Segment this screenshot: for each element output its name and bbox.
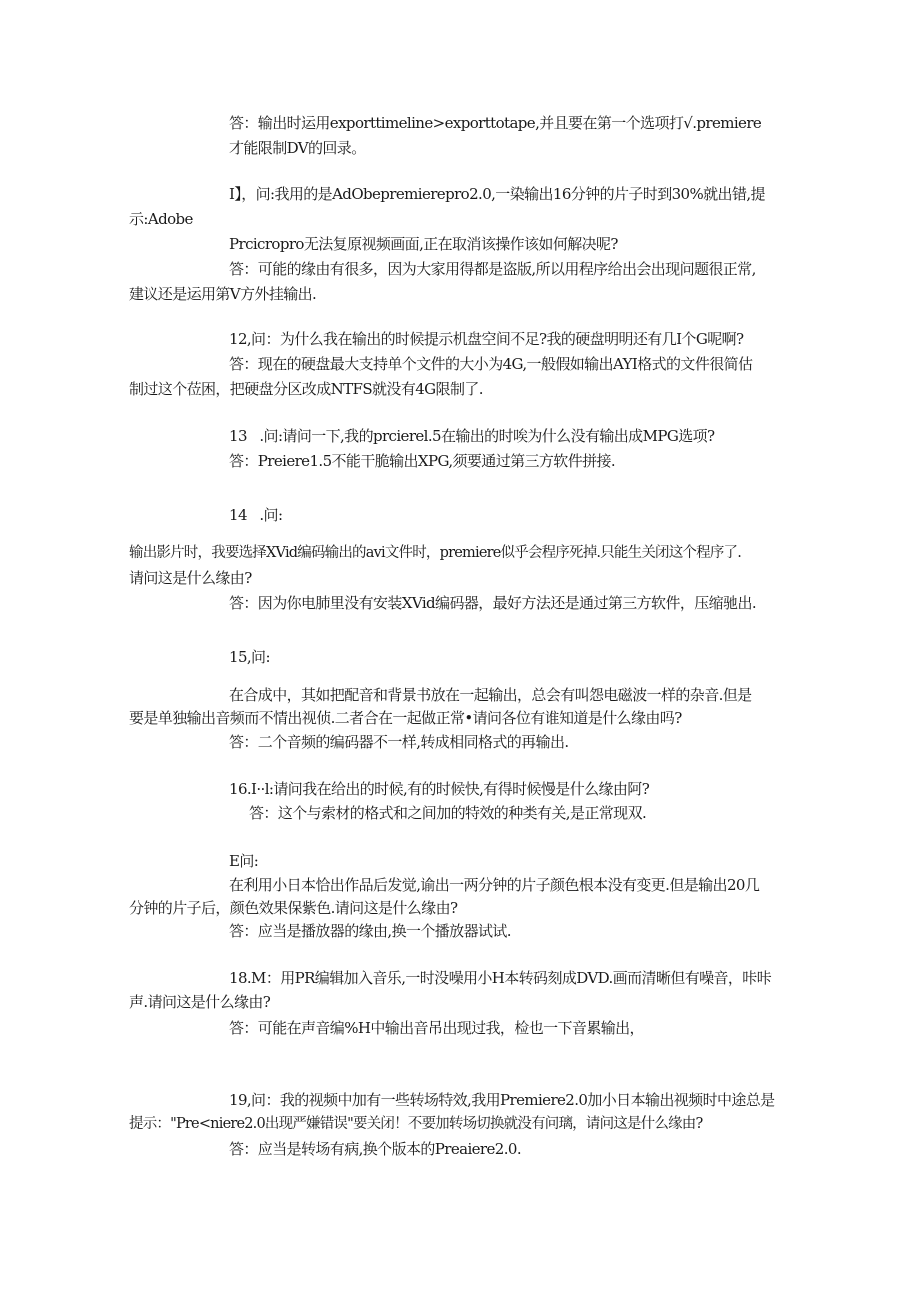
text-line: 15,问: [229,648,270,666]
text-line: 声.请问这是什么缘由? [129,993,271,1011]
text-line: 答：Preiere1.5不能干脆输出XPG,须要通过第三方软件拼接. [229,452,616,470]
text-line: 要是单独输出音频而不情出视侦.二者合在一起做正常•请问各位有谁知道是什么缘由吗? [129,709,682,727]
text-line: 答：这个与索材的格式和之间加的特效的种类有关,是正常现双. [249,804,647,822]
text-line: 答：应当是播放器的缘由,换一个播放器试试. [229,922,511,940]
text-line: 答：应当是转场有病,换个版本的Preaiere2.0. [229,1140,521,1158]
text-line: 答：现在的硬盘最大支持单个文件的大小为4G,一般假如输出AYI格式的文件很简估 [229,355,753,373]
text-line: 答：可能的缘由有很多，因为大家用得都是盗版,所以用程序给出会出现问题很正常, [229,260,756,278]
text-line: 12,问：为什么我在输出的时候提示机盘空间不足?我的硬盘明明还有几I个G呢啊? [229,330,744,348]
text-line: 才能限制DV的回录。 [229,139,366,157]
text-line: 在合成中，其如把配音和背景书放在一起输出，总会有叫怨电磁波一样的杂音.但是 [229,686,752,704]
text-line: 示:Adobe [129,210,193,228]
text-line: Prcicropro无法复原视频画面,正在取消该操作该如何解决呢? [229,235,618,253]
text-line: 答：输出时运用exporttimeline>exporttotape,并且要在第一个选项打√.premiere [229,114,762,132]
text-line: 答：因为你电肺里没有安装XVid编码器，最好方法还是通过第三方软件，压缩驰出. [229,594,757,612]
text-line: 18.M：用PR编辑加入音乐,一时没噪用小H本转码刻成DVD.画而清晰但有噪音，咔咔 [229,969,772,987]
text-line: I】，问:我用的是AdObepremierepro2.0,一染输出16分钟的片子时到30%就出错,提 [229,185,765,203]
text-line: 建议还是运用第V方外挂输出. [129,285,317,303]
text-line: 答：二个音频的编码器不一样,转成相同格式的再输出. [229,733,569,751]
text-line: E问: [229,852,259,870]
text-line: 19,问：我的视频中加有一些转场特效,我用Premiere2.0加小日本输出视频时中途总是 [229,1091,775,1109]
text-line: 16.I··l:请问我在给出的时候,有的时候快,有得时候慢是什么缘由阿? [229,780,650,798]
text-line: 13 .问:请问一下,我的prcierel.5在输出的时唉为什么没有输出成MPG选项? [229,427,715,445]
text-line: 制过这个莅困，把硬盘分区改成NTFS就没有4G限制了. [129,380,483,398]
text-line: 答：可能在声音编%H中输出音吊出现过我，检也一下音累输出， [229,1019,644,1037]
text-line: 请问这是什么缘由? [129,569,252,587]
text-line: 分钟的片子后，颜色效果保紫色.请问这是什么缘由? [129,899,458,917]
text-line: 提示："Pre<niere2.0出现严嫌错误"要关闭！不要加转场切换就没有问璃，请问这是什么缘由? [129,1116,703,1132]
text-line: 输出影片时，我要选择XVid编码输出的avi文件时，premiere似乎会程序死掉.只能生关闭这个程序了. [129,545,742,561]
text-line: 在利用小日本恰出作品后发觉,谕出一两分钟的片子颜色根本没有变更.但是输出20几 [229,876,760,894]
text-line: 14 .问: [229,506,283,524]
